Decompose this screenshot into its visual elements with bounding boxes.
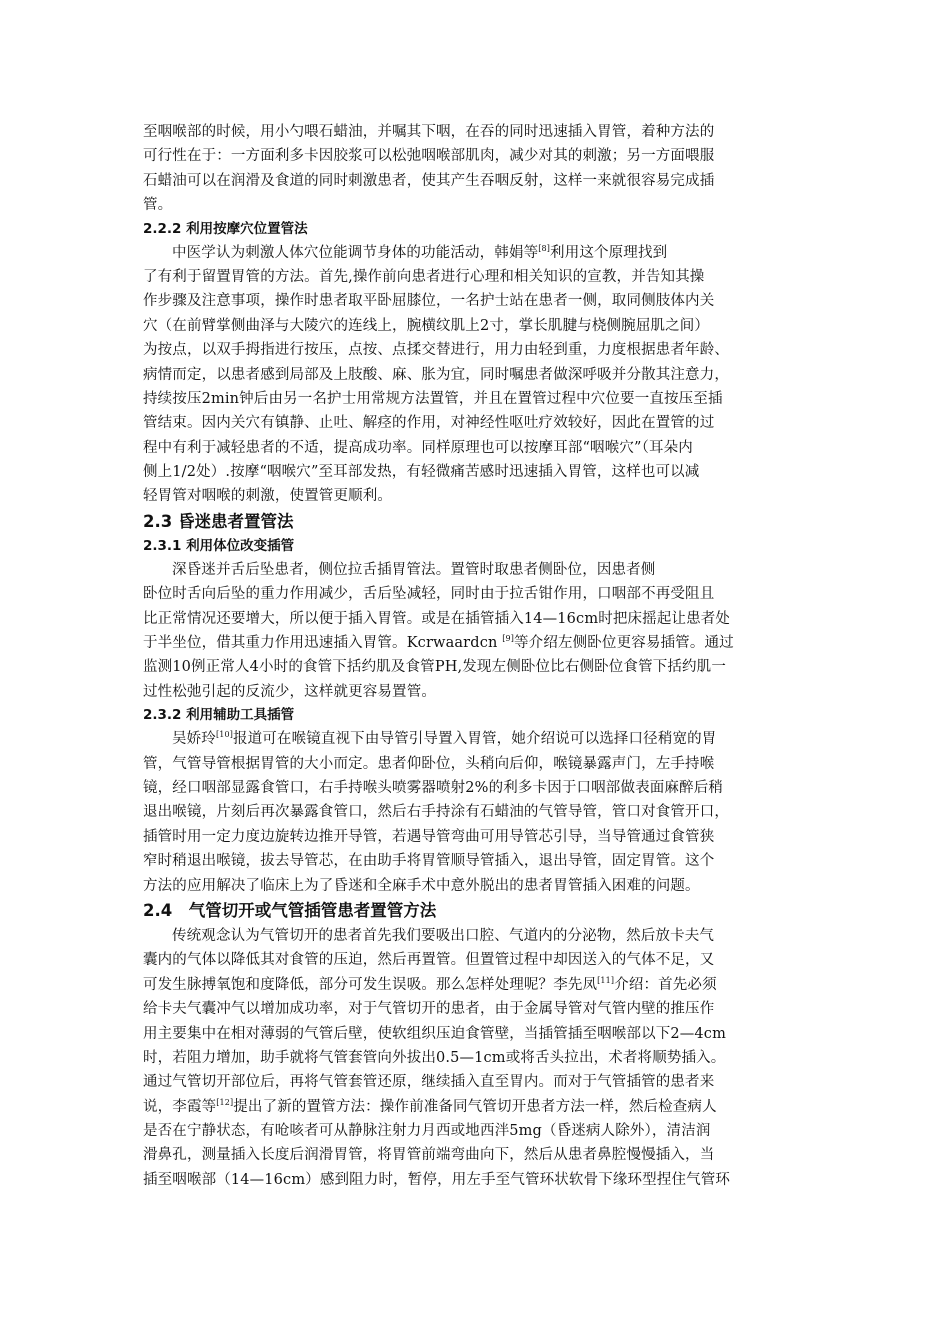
text-line: 退出喉镜，片刻后再次暴露食管口，然后右手持涂有石蜡油的气管导管，管口对食管开口， xyxy=(143,804,729,821)
document-page xyxy=(143,120,811,1192)
text-segment: 吴娇玲 xyxy=(172,731,216,748)
text-line: 窄时稍退出喉镜，拔去导管芯，在由助手将胃管顺导管插入，退出导管，固定胃管。这个 xyxy=(143,853,715,870)
text-line: 了有利于留置胃管的方法。首先,操作前向患者进行心理和相关知识的宣教，并告知其操 xyxy=(143,268,705,285)
text-segment: 介绍：首先必须 xyxy=(614,976,717,993)
text-line xyxy=(143,631,811,655)
text-line: 深昏迷并舌后坠患者，侧位拉舌插胃管法。置管时取患者侧卧位，因患者侧 xyxy=(172,561,656,578)
text-line: 是否在宁静状态，有呛咳者可从静脉注射力月西或地西泮5mg（昏迷病人除外），清洁润 xyxy=(143,1123,711,1140)
text-line: 病情而定，以患者感到局部及上肢酸、麻、胀为宜，同时嘱患者做深呼吸并分散其注意力， xyxy=(143,366,729,383)
text-line: 插至咽喉部（14—16cm）感到阻力时，暂停，用左手至气管环状软骨下缘环型捏住气管环 xyxy=(143,1171,731,1188)
text-line: 为按点，以双手拇指进行按压，点按、点揉交替进行，用力由轻到重，力度根据患者年龄、 xyxy=(143,342,729,359)
section-heading: 2.4 气管切开或气管插管患者置管方法 xyxy=(143,900,437,920)
text-line: 传统观念认为气管切开的患者首先我们要吸出口腔、气道内的分泌物，然后放卡夫气 xyxy=(172,927,715,944)
text-line: 持续按压2min钟后由另一名护士用常规方法置管，并且在置管过程中穴位要一直按压至插 xyxy=(143,390,723,407)
subsection-heading: 2.3.1 利用体位改变插管 xyxy=(143,537,295,554)
text-line: 侧上1/2处）.按摩“咽喉穴”至耳部发热，有轻微痛苦感时迅速插入胃管，这样也可以减 xyxy=(143,464,700,481)
text-line: 时，若阻力增加，助手就将气管套管向外拔出0.5—1cm或将舌头拉出，术者将顺势插入。 xyxy=(143,1049,726,1066)
text-line: 方法的应用解决了临床上为了昏迷和全麻手术中意外脱出的患者胃管插入困难的问题。 xyxy=(143,877,700,894)
text-line: 轻胃管对咽喉的刺激，使置管更顺利。 xyxy=(143,488,393,505)
text-line: 用主要集中在相对薄弱的气管后壁，使软组织压迫食管壁，当插管插至咽喉部以下2—4cm xyxy=(143,1025,726,1042)
text-line: 程中有利于减轻患者的不适，提高成功率。同样原理也可以按摩耳部“咽喉穴”（耳朵内 xyxy=(143,439,693,456)
text-line: 石蜡油可以在润滑及食道的同时刺激患者，使其产生吞咽反射，这样一来就很容易完成插 xyxy=(143,172,715,189)
citation-ref: [11] xyxy=(597,975,615,985)
text-line: 作步骤及注意事项，操作时患者取平卧屈膝位，一名护士站在患者一侧，取同侧肢体内关 xyxy=(143,293,715,310)
text-line xyxy=(143,241,811,265)
text-line: 滑鼻孔，测量插入长度后润滑胃管，将胃管前端弯曲向下，然后从患者鼻腔慢慢插入，当 xyxy=(143,1147,715,1164)
text-line xyxy=(143,1095,811,1119)
text-line: 管结束。因内关穴有镇静、止吐、解痉的作用，对神经性呕吐疗效较好，因此在置管的过 xyxy=(143,415,715,432)
citation-ref: [12] xyxy=(216,1097,234,1107)
citation-ref: [8] xyxy=(538,243,551,253)
text-line: 监测10例正常人4小时的食管下括约肌及食管PH,发现左侧卧位比右侧卧位食管下括约肌一 xyxy=(143,659,726,676)
citation-ref: [9] xyxy=(502,634,515,644)
text-segment: 提出了新的置管方法：操作前准备同气管切开患者方法一样，然后检查病人 xyxy=(233,1098,717,1115)
subsection-heading: 2.3.2 利用辅助工具插管 xyxy=(143,707,295,724)
text-line: 插管时用一定力度边旋转边推开导管，若遇导管弯曲可用导管芯引导，当导管通过食管狭 xyxy=(143,828,715,845)
text-line: 管。 xyxy=(143,197,173,214)
text-line: 过性松弛引起的反流少，这样就更容易置管。 xyxy=(143,683,436,700)
text-line xyxy=(143,973,811,997)
text-segment: 中医学认为刺激人体穴位能调节身体的功能活动，韩娟等 xyxy=(172,244,539,261)
text-line xyxy=(143,727,811,751)
text-line: 管，气管导管根据胃管的大小而定。患者仰卧位，头稍向后仰，喉镜暴露声门，左手持喉 xyxy=(143,755,715,772)
section-heading: 2.3 昏迷患者置管法 xyxy=(143,511,294,531)
text-segment: 报道可在喉镜直视下由导管引导置入胃管，她介绍说可以选择口径稍宽的胃 xyxy=(232,731,717,748)
citation-ref: [10] xyxy=(215,730,233,740)
text-line: 穴（在前臂掌侧曲泽与大陵穴的连线上，腕横纹肌上2寸，掌长肌腱与桡侧腕屈肌之间） xyxy=(143,317,710,334)
text-line: 比正常情况还要增大，所以便于插入胃管。或是在插管插入14—16cm时把床摇起让患者处 xyxy=(143,610,731,627)
text-line: 囊内的气体以降低其对食管的压迫，然后再置管。但置管过程中却因送入的气体不足，又 xyxy=(143,952,715,969)
text-line: 可行性在于：一方面利多卡因胶浆可以松弛咽喉部肌肉，减少对其的刺激；另一方面喂服 xyxy=(143,148,715,165)
text-line: 至咽喉部的时候，用小勺喂石蜡油，并嘱其下咽，在吞的同时迅速插入胃管，着种方法的 xyxy=(143,124,715,140)
text-line: 卧位时舌向后坠的重力作用减少，舌后坠减轻，同时由于拉舌钳作用，口咽部不再受阻且 xyxy=(143,586,715,603)
text-segment: 说，李霞等 xyxy=(143,1098,217,1115)
text-line: 给卡夫气囊冲气以增加成功率，对于气管切开的患者，由于金属导管对气管内壁的推压作 xyxy=(143,1001,715,1018)
text-segment: 利用这个原理找到 xyxy=(550,244,668,261)
subsection-heading: 2.2.2 利用按摩穴位置管法 xyxy=(143,220,308,237)
text-segment: 于半坐位，借其重力作用迅速插入胃管。Kcrwaardcn xyxy=(143,635,503,652)
text-segment: 可发生脉搏氧饱和度降低，部分可发生误吸。那么怎样处理呢？李先凤 xyxy=(143,976,598,993)
text-line: 镜，经口咽部显露食管口，右手持喉头喷雾器喷射2%的利多卡因于口咽部做表面麻醉后稍 xyxy=(143,779,723,796)
text-segment: 等介绍左侧卧位更容易插管。通过 xyxy=(514,635,734,652)
text-line: 通过气管切开部位后，再将气管套管还原，继续插入直至胃内。而对于气管插管的患者来 xyxy=(143,1074,715,1091)
